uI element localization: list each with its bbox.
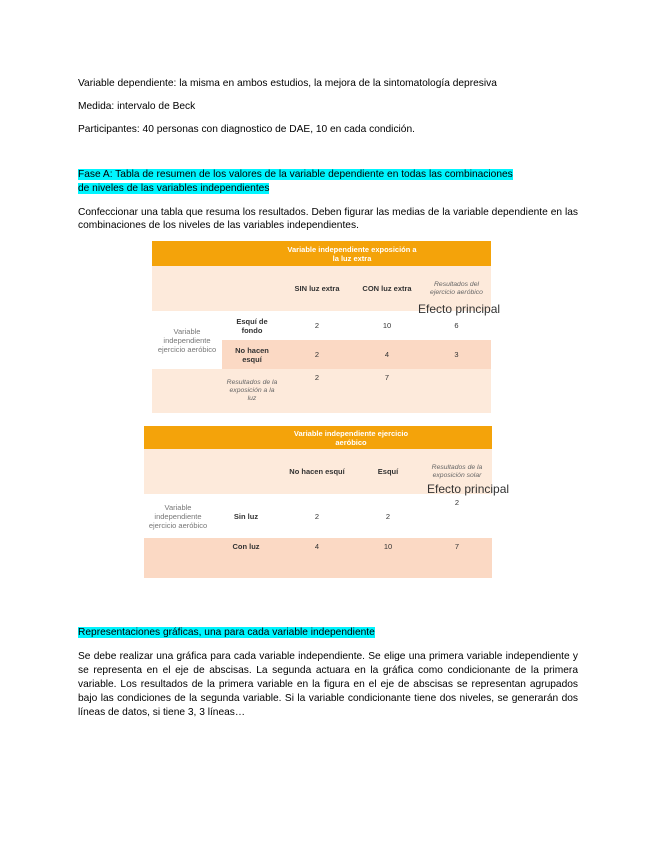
t2-row2-label: Con luz [212, 538, 280, 578]
t1-r3-empty [152, 369, 222, 413]
t1-row3-label: Resultados de la exposición a la luz [222, 369, 282, 413]
t2-r2-no: 4 [280, 538, 354, 578]
t2-r2-empty [144, 538, 212, 578]
t1-sub-corner [152, 266, 282, 311]
t2-r1-no: 2 [280, 494, 354, 538]
t1-r1-con: 10 [352, 311, 422, 340]
intro-measure: Medida: intervalo de Beck [78, 101, 196, 112]
t1-r3-con: 7 [352, 369, 422, 413]
t1-col-sin: SIN luz extra [282, 266, 352, 311]
summary-table-2 [144, 426, 492, 578]
t1-corner-header [152, 241, 282, 266]
t2-header-var: Variable independiente ejercicio aeróbico [280, 426, 422, 449]
intro-participants: Participantes: 40 personas con diagnostico de DAE, 10 en cada condición. [78, 124, 415, 135]
t1-header-var: Variable independiente exposición a la luz extra [282, 241, 422, 266]
t2-r1-res: 2 [422, 494, 492, 538]
t2-col-results: Resultados de la exposición solar [422, 449, 492, 494]
t1-r3-res [422, 369, 491, 413]
t2-r2-esqui: 10 [354, 538, 422, 578]
t1-r3-sin: 2 [282, 369, 352, 413]
t1-col-con: CON luz extra [352, 266, 422, 311]
t1-r1-sin: 2 [282, 311, 352, 340]
t2-r1-esqui: 2 [354, 494, 422, 538]
t2-header-empty [422, 426, 492, 449]
graphs-title [78, 627, 375, 638]
graphs-title-text: Representaciones gráficas, una para cada variable independiente [78, 627, 375, 638]
phase-a-title-line2: de niveles de las variables independientes [78, 183, 270, 194]
phase-a-body: Confeccionar una tabla que resuma los resultados. Deben figurar las medias de la variable dependiente en las combinaciones de los niveles de las variables independientes. [78, 207, 578, 231]
t2-row1-label: Sin luz [212, 494, 280, 538]
summary-table-1 [152, 241, 491, 413]
t1-row1-label: Esquí de fondo [222, 311, 282, 340]
t1-r2-con: 4 [352, 340, 422, 369]
phase-a-title [78, 168, 513, 196]
t2-r2-res: 7 [422, 538, 492, 578]
t2-corner-header [144, 426, 280, 449]
t2-effect-label: Efecto principal [427, 482, 510, 496]
t1-header-empty [422, 241, 491, 266]
t2-sub-corner [144, 449, 280, 494]
t1-r2-res: 3 [422, 340, 491, 369]
intro-dependent: Variable dependiente: la misma en ambos estudios, la mejora de la sintomatología depresiva [78, 78, 497, 89]
t1-row-var: Variable independiente ejercicio aeróbico [152, 311, 222, 369]
t2-row-var: Variable independiente ejercicio aeróbico [144, 494, 212, 538]
graphs-body: Se debe realizar una gráfica para cada variable independiente. Se elige una primera variable independiente y se representa en el eje de abscisas. La segunda actuara en la gráfica como condicionante de la primera variable. Los resultados de la primera variable en la figura en el eje de abscisas se representan agrupados bajo las condiciones de la segunda variable. Si la variable condicionante tiene dos niveles, se generarán dos líneas de datos, si tiene 3, 3 líneas… [78, 651, 578, 718]
t1-r1-res: 6 [422, 311, 491, 340]
t1-row2-label: No hacen esquí [222, 340, 282, 369]
t1-effect-label: Efecto principal [418, 302, 501, 316]
phase-a-title-line1: Fase A: Tabla de resumen de los valores de la variable dependiente en todas las combinaciones [78, 169, 513, 180]
t2-col-no: No hacen esquí [280, 449, 354, 494]
t2-col-esqui: Esquí [354, 449, 422, 494]
t1-r2-sin: 2 [282, 340, 352, 369]
t1-col-results: Resultados del ejercicio aeróbico [422, 266, 491, 311]
